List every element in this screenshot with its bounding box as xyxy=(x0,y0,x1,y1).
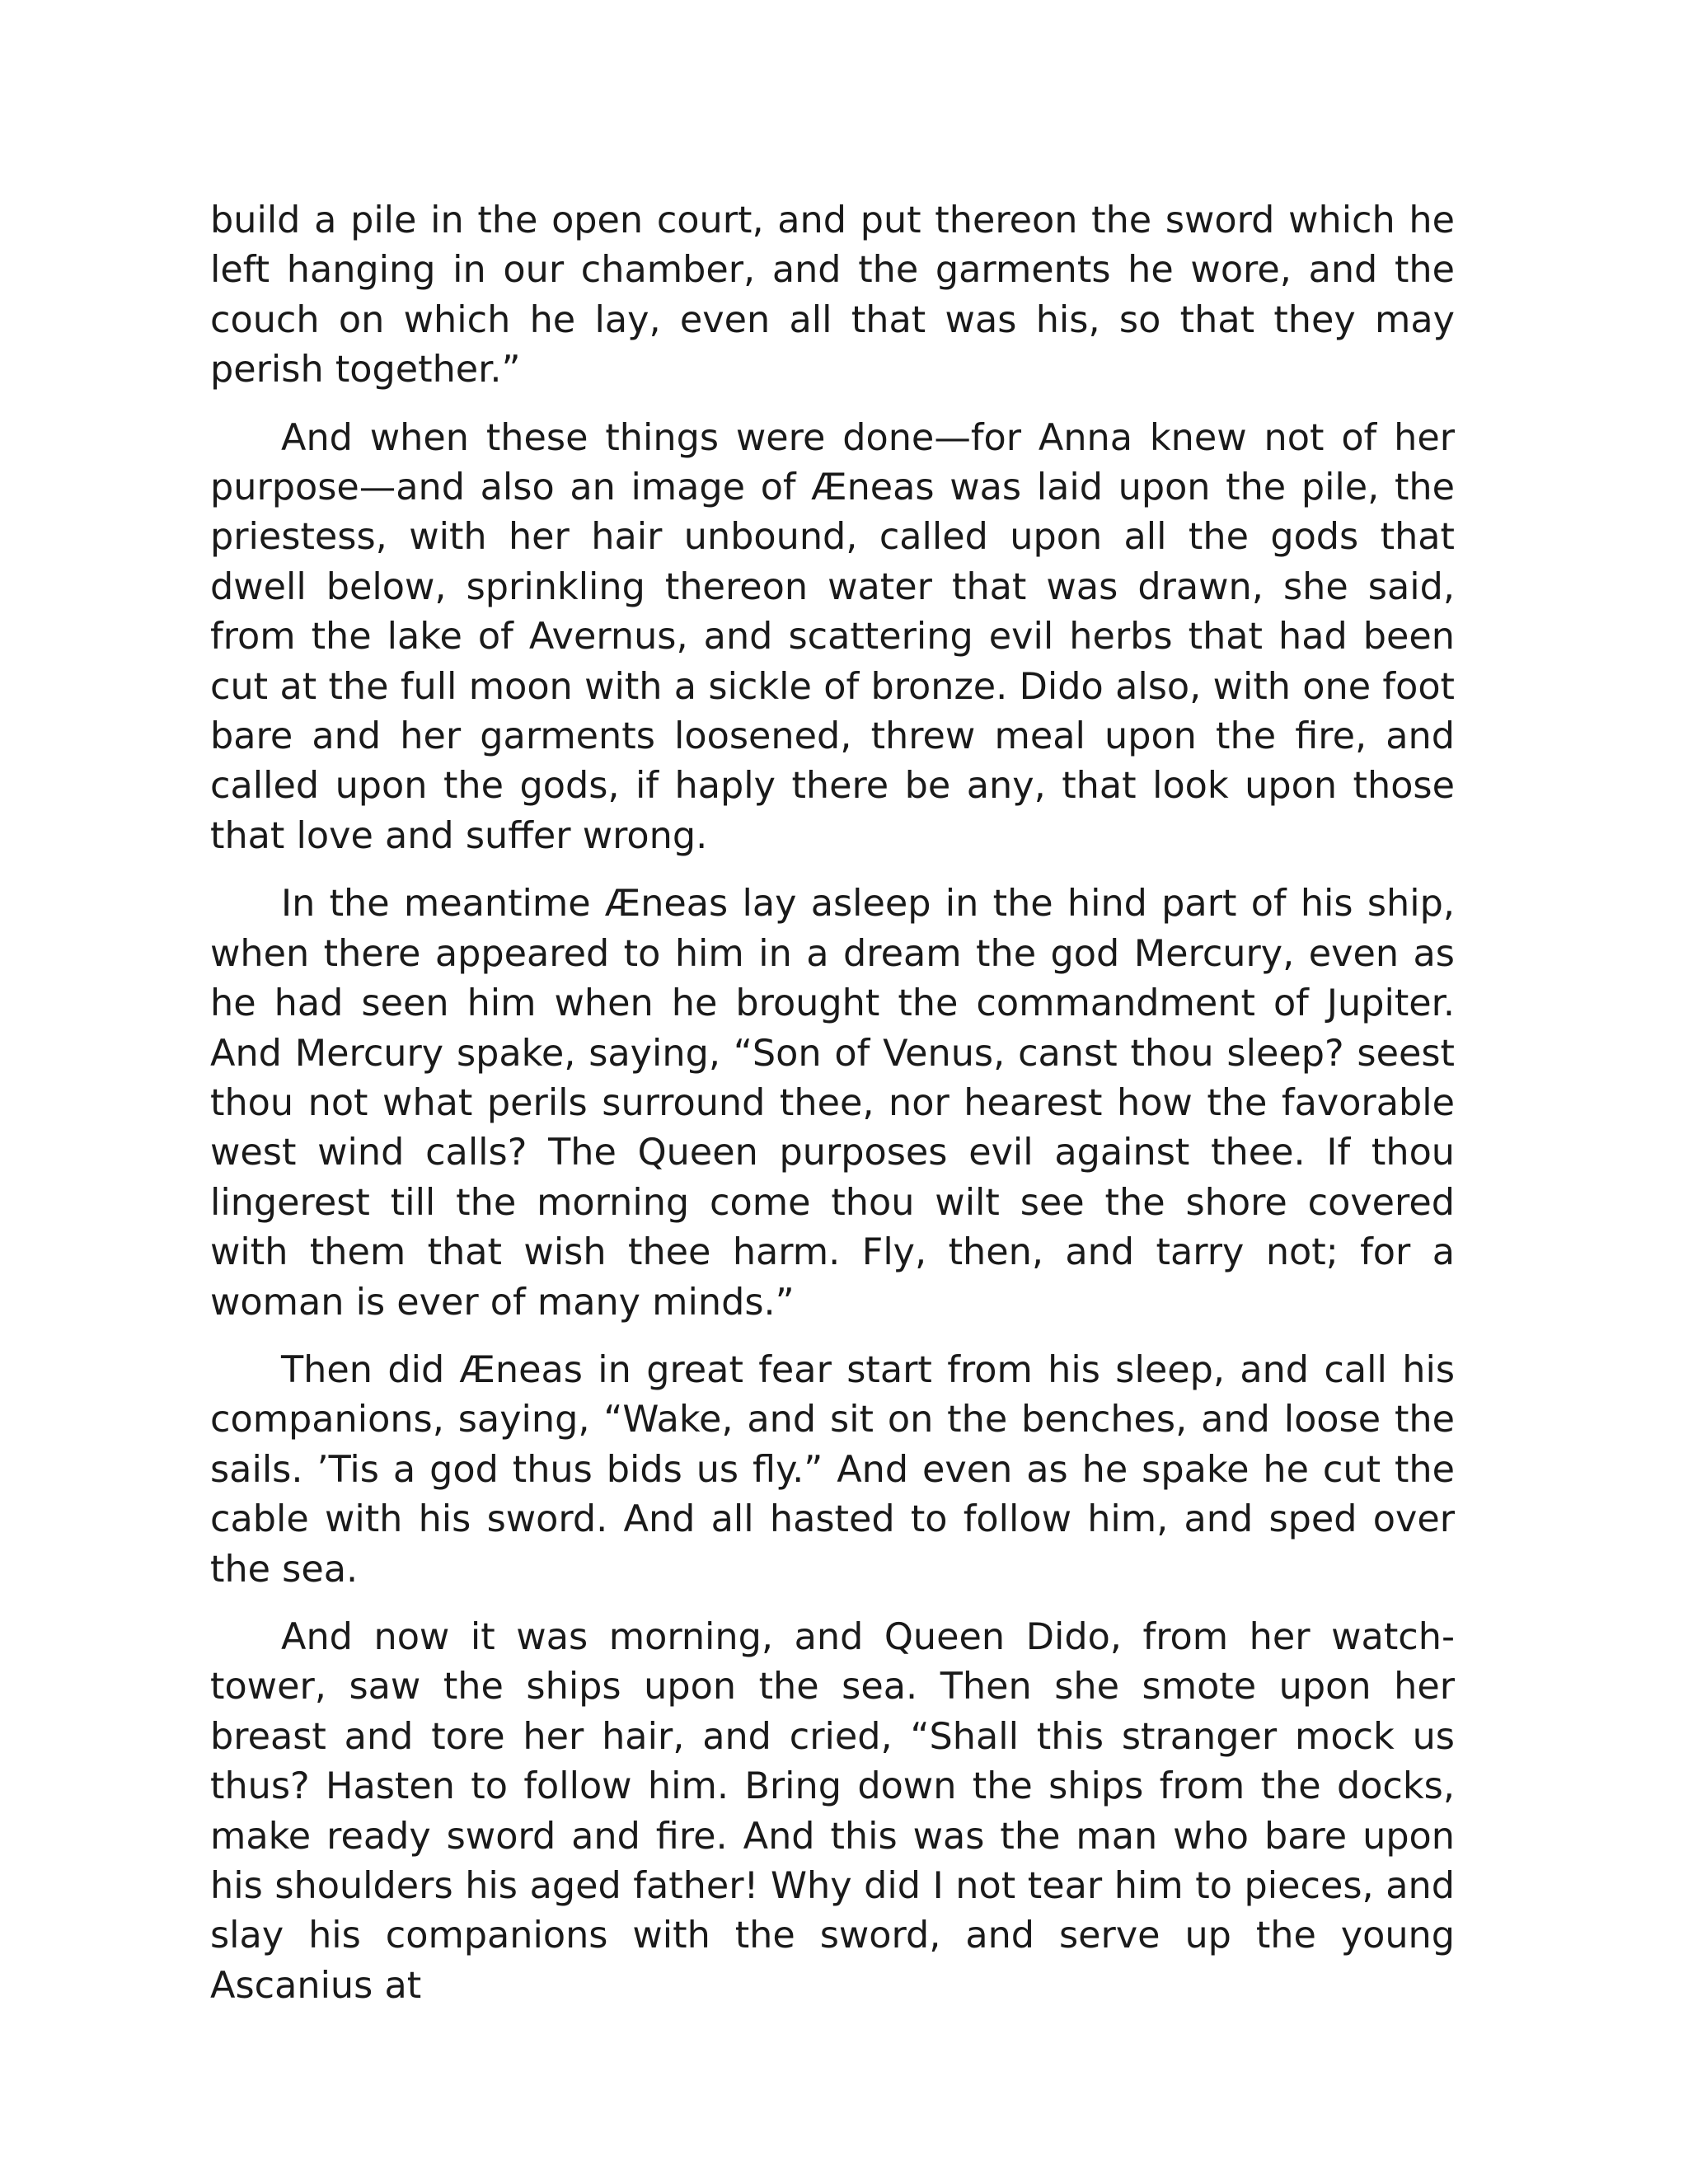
paragraph-2: And when these things were done—for Anna knew not of her purpose—and also an image of Æneas was laid upon the pile, the priestess, with her hair unbound, called upon all the gods that dwell below, sprinkling thereon water that was drawn, she said, from the lake of Avernus, and scattering evil herbs that had been cut at the full moon with a sickle of bronze. Dido also, with one foot bare and her garments loosened, threw meal upon the fire, and called upon the gods, if haply there be any, that look upon those that love and suffer wrong. xyxy=(210,416,1455,857)
paragraph-1: build a pile in the open court, and put thereon the sword which he left hanging in our chamber, and the garments he wore, and the couch on which he lay, even all that was his, so that they may perish together.” xyxy=(210,199,1455,391)
paragraph-4: Then did Æneas in great fear start from his sleep, and call his companions, saying, “Wake, and sit on the benches, and loose the sails. ’Tis a god thus bids us fly.” And even as he spake he cut the cable with his sword. And all hasted to follow him, and sped over the sea. xyxy=(210,1348,1455,1591)
paragraph-5: And now it was morning, and Queen Dido, from her watch-tower, saw the ships upon the sea. Then she smote upon her breast and tore her hair, and cried, “Shall this stranger mock us thus? Hasten to follow him. Bring down the ships from the docks, make ready sword and fire. And this was the man who bare upon his shoulders his aged father! Why did I not tear him to pieces, and slay his companions with the sword, and serve up the young Ascanius at xyxy=(210,1615,1455,2007)
paragraph-3: In the meantime Æneas lay asleep in the hind part of his ship, when there appeared to him in a dream the god Mercury, even as he had seen him when he brought the commandment of Jupiter. And Mercury spake, saying, “Son of Venus, canst thou sleep? seest thou not what perils surround thee, nor hearest how the favorable west wind calls? The Queen purposes evil against thee. If thou lingerest till the morning come thou wilt see the shore covered with them that wish thee harm. Fly, then, and tarry not; for a woman is ever of many minds.” xyxy=(210,883,1455,1324)
page-body xyxy=(210,196,1455,2029)
